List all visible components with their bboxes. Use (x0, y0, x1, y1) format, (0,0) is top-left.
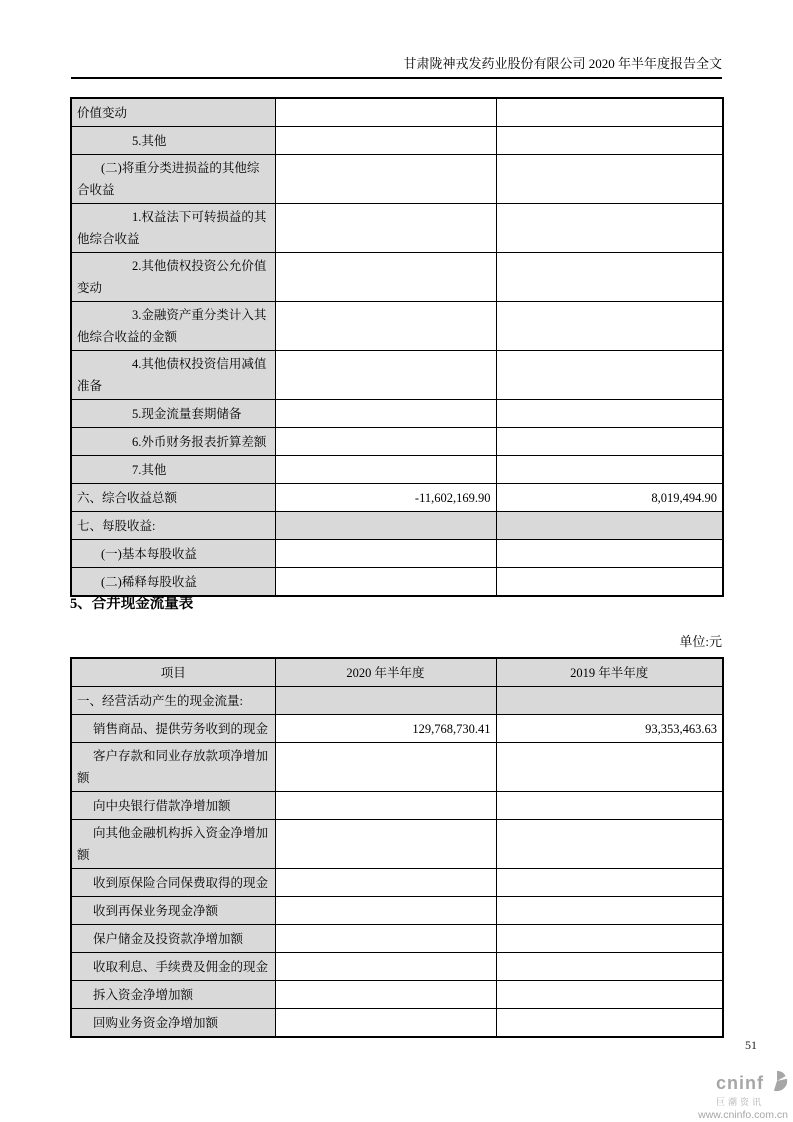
value-cell-1 (275, 743, 496, 792)
value-cell-2 (496, 743, 723, 792)
value-cell-1 (275, 820, 496, 869)
row-label-cell: 拆入资金净增加额 (71, 981, 275, 1009)
row-label-cell: 回购业务资金净增加额 (71, 1009, 275, 1038)
table-row (71, 1009, 723, 1038)
table-row (71, 869, 723, 897)
value-cell-1 (275, 792, 496, 820)
value-cell-1: 129,768,730.41 (275, 715, 496, 743)
value-cell-2 (496, 540, 723, 568)
value-cell-2 (496, 456, 723, 484)
table-row (71, 820, 723, 869)
cninfo-logo-text: cninf (716, 1073, 764, 1093)
value-cell-1 (275, 540, 496, 568)
value-cell-2 (496, 400, 723, 428)
value-cell-2 (496, 981, 723, 1009)
value-cell-2 (496, 925, 723, 953)
value-cell-1 (275, 897, 496, 925)
value-cell-2 (496, 127, 723, 155)
value-cell-1 (275, 155, 496, 204)
row-label-cell: (二)稀释每股收益 (71, 568, 275, 597)
table-row (71, 540, 723, 568)
row-label-cell: 7.其他 (71, 456, 275, 484)
value-cell-2 (496, 792, 723, 820)
column-header-item: 项目 (71, 658, 275, 687)
value-cell-1 (275, 204, 496, 253)
row-label-cell: 收到原保险合同保费取得的现金 (71, 869, 275, 897)
row-label-cell: 向中央银行借款净增加额 (71, 792, 275, 820)
value-cell-2: 8,019,494.90 (496, 484, 723, 512)
table-row (71, 428, 723, 456)
value-cell-2 (496, 897, 723, 925)
row-label-cell: 七、每股收益: (71, 512, 275, 540)
value-cell-2 (496, 428, 723, 456)
value-cell-1 (275, 512, 496, 540)
table-row (71, 302, 723, 351)
row-label-cell: 4.其他债权投资信用减值准备 (71, 351, 275, 400)
row-label-cell: 销售商品、提供劳务收到的现金 (71, 715, 275, 743)
row-label-cell: (一)基本每股收益 (71, 540, 275, 568)
comprehensive-income-table (70, 97, 724, 597)
table-row (71, 400, 723, 428)
row-label-cell: 2.其他债权投资公允价值变动 (71, 253, 275, 302)
value-cell-1 (275, 953, 496, 981)
table-row (71, 456, 723, 484)
value-cell-2: 93,353,463.63 (496, 715, 723, 743)
table-row (71, 155, 723, 204)
row-label-cell: 六、综合收益总额 (71, 484, 275, 512)
table-row (71, 687, 723, 715)
value-cell-2 (496, 568, 723, 597)
table-row (71, 253, 723, 302)
row-label-cell: 收取利息、手续费及佣金的现金 (71, 953, 275, 981)
table-row (71, 98, 723, 127)
row-label-cell: (二)将重分类进损益的其他综合收益 (71, 155, 275, 204)
row-label-cell: 一、经营活动产生的现金流量: (71, 687, 275, 715)
value-cell-1 (275, 1009, 496, 1038)
table-row (71, 792, 723, 820)
unit-label: 单位:元 (679, 634, 722, 649)
section-title: 5、合并现金流量表 (70, 596, 194, 612)
value-cell-1 (275, 428, 496, 456)
value-cell-2 (496, 820, 723, 869)
row-label-cell: 客户存款和同业存放款项净增加额 (71, 743, 275, 792)
cninfo-logo (698, 1070, 788, 1121)
value-cell-1 (275, 981, 496, 1009)
value-cell-2 (496, 512, 723, 540)
cninfo-logo-url: www.cninfo.com.cn (698, 1109, 788, 1121)
table-row (71, 743, 723, 792)
table-row (71, 925, 723, 953)
row-label-cell: 收到再保业务现金净额 (71, 897, 275, 925)
row-label-cell: 向其他金融机构拆入资金净增加额 (71, 820, 275, 869)
table-row (71, 512, 723, 540)
row-label-cell: 3.金融资产重分类计入其他综合收益的金额 (71, 302, 275, 351)
value-cell-2 (496, 869, 723, 897)
value-cell-1 (275, 253, 496, 302)
cash-flow-table (70, 657, 724, 1038)
cninfo-logo-subtitle: 巨潮资讯 (715, 1097, 764, 1107)
table-row (71, 204, 723, 253)
column-header-2019: 2019 年半年度 (496, 658, 723, 687)
value-cell-2 (496, 253, 723, 302)
value-cell-1 (275, 687, 496, 715)
page-number: 51 (745, 1038, 757, 1052)
value-cell-2 (496, 351, 723, 400)
row-label-cell: 5.其他 (71, 127, 275, 155)
cninfo-swirl-icon (766, 1070, 788, 1096)
table-row (71, 715, 723, 743)
value-cell-1 (275, 98, 496, 127)
report-header-title: 甘肃陇神戎发药业股份有限公司 2020 年半年度报告全文 (71, 55, 722, 79)
value-cell-2 (496, 98, 723, 127)
table-row (71, 953, 723, 981)
table-row (71, 351, 723, 400)
table-row (71, 981, 723, 1009)
value-cell-1 (275, 351, 496, 400)
value-cell-1 (275, 400, 496, 428)
value-cell-2 (496, 302, 723, 351)
table-header-row (71, 658, 723, 687)
row-label-cell: 价值变动 (71, 98, 275, 127)
value-cell-1 (275, 127, 496, 155)
value-cell-1 (275, 456, 496, 484)
table-row (71, 127, 723, 155)
value-cell-1 (275, 302, 496, 351)
value-cell-2 (496, 953, 723, 981)
value-cell-1: -11,602,169.90 (275, 484, 496, 512)
row-label-cell: 5.现金流量套期储备 (71, 400, 275, 428)
value-cell-1 (275, 869, 496, 897)
column-header-2020: 2020 年半年度 (275, 658, 496, 687)
value-cell-1 (275, 568, 496, 597)
row-label-cell: 保户储金及投资款净增加额 (71, 925, 275, 953)
value-cell-2 (496, 155, 723, 204)
row-label-cell: 1.权益法下可转损益的其他综合收益 (71, 204, 275, 253)
value-cell-2 (496, 687, 723, 715)
table-row (71, 897, 723, 925)
value-cell-2 (496, 1009, 723, 1038)
value-cell-1 (275, 925, 496, 953)
row-label-cell: 6.外币财务报表折算差额 (71, 428, 275, 456)
table-row (71, 484, 723, 512)
value-cell-2 (496, 204, 723, 253)
